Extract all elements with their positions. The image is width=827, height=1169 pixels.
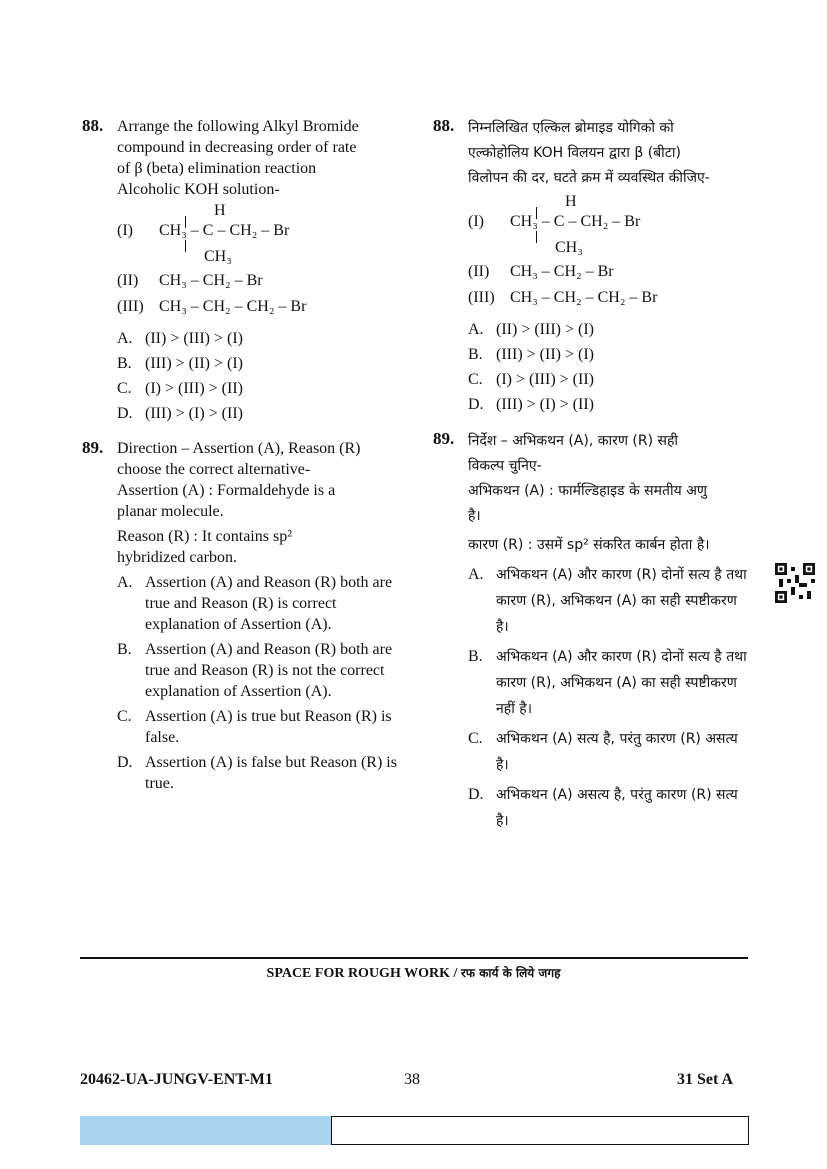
reason-text: कारण (R) : उसमें sp² संकरित कार्बन होता है। bbox=[468, 537, 710, 553]
qr-code-icon bbox=[775, 563, 815, 603]
footer-box bbox=[331, 1116, 749, 1145]
option-a: A. अभिकथन (A) और कारण (R) दोनों सत्य है तथा कारण (R), अभिकथन (A) का सही स्पष्टीकरण है। bbox=[468, 566, 747, 635]
question-number: 89. bbox=[433, 429, 455, 448]
paper-code: 20462-UA-JUNGV-ENT-M1 bbox=[80, 1071, 273, 1088]
option-c: C. (I) > (III) > (II) bbox=[468, 371, 594, 388]
chemical-structures: H (I) CH₃ – C – CH₂ – Br CH₃ (II) CH₃ – CH₂ – Br (III) CH₃ – CH₂ – CH₂ – Br bbox=[468, 193, 658, 306]
compound-2: (II) CH₃ – CH₂ – Br bbox=[117, 272, 263, 289]
option-c: C. अभिकथन (A) सत्य है, परंतु कारण (R) असत्य है। bbox=[468, 730, 738, 773]
compound-1: (I) CH₃ – C – CH₂ – Br bbox=[117, 222, 290, 239]
structure-ch3: CH₃ bbox=[204, 248, 232, 265]
question-89-en bbox=[82, 438, 402, 794]
option-b: B. (III) > (II) > (I) bbox=[468, 346, 594, 363]
option-c: C. Assertion (A) is true but Reason (R) is false. bbox=[117, 708, 392, 746]
set-label: 31 Set A bbox=[677, 1071, 733, 1088]
option-a: A. (II) > (III) > (I) bbox=[117, 330, 243, 347]
question-text: Direction – Assertion (A), Reason (R) choose the correct alternative- Assertion (A) : Formaldehyde is a planar molecule. bbox=[117, 440, 361, 520]
reason-text: Reason (R) : It contains sp² hybridized carbon. bbox=[117, 528, 292, 566]
question-88-en bbox=[82, 116, 402, 424]
structure-h: H bbox=[214, 202, 226, 219]
question-88-hi bbox=[433, 116, 753, 415]
rough-work-label: SPACE FOR ROUGH WORK / रफ कार्य के लिये जगह bbox=[266, 966, 561, 981]
option-d: D. (III) > (I) > (II) bbox=[468, 396, 594, 413]
option-d: D. Assertion (A) is false but Reason (R) is true. bbox=[117, 754, 397, 792]
option-b: B. (III) > (II) > (I) bbox=[117, 355, 243, 372]
option-b: B. अभिकथन (A) और कारण (R) दोनों सत्य है तथा कारण (R), अभिकथन (A) का सही स्पष्टीकरण नहीं है। bbox=[468, 648, 747, 717]
option-d: D. (III) > (I) > (II) bbox=[117, 405, 243, 422]
question-number: 88. bbox=[433, 116, 455, 135]
english-column bbox=[82, 116, 402, 808]
question-number: 88. bbox=[82, 116, 104, 135]
chemical-structures bbox=[117, 202, 402, 324]
option-a: A. (II) > (III) > (I) bbox=[468, 321, 594, 338]
compound-3: (III) CH₃ – CH₂ – CH₂ – Br bbox=[117, 298, 307, 315]
question-89-hi bbox=[433, 429, 753, 834]
option-d: D. अभिकथन (A) असत्य है, परंतु कारण (R) सत्य है। bbox=[468, 786, 738, 829]
page-number: 38 bbox=[404, 1071, 420, 1088]
option-b: B. Assertion (A) and Reason (R) both are true and Reason (R) is not the correct explanation of Assertion (A). bbox=[117, 641, 393, 700]
divider bbox=[80, 957, 748, 959]
question-text: Arrange the following Alkyl Bromide compound in decreasing order of rate of β (beta) elimination reaction Alcoholic KOH solution- bbox=[117, 118, 359, 198]
option-a: A. Assertion (A) and Reason (R) both are true and Reason (R) is correct explanation of Assertion (A). bbox=[117, 574, 393, 633]
option-c: C. (I) > (III) > (II) bbox=[117, 380, 243, 397]
footer-color-bar bbox=[80, 1116, 332, 1145]
question-text: निम्नलिखित एल्किल ब्रोमाइड योगिको को एल्कोहोलिय KOH विलयन द्वारा β (बीटा) विलोपन की दर, घटते क्रम में व्यवस्थित कीजिए- bbox=[468, 120, 710, 186]
hindi-column bbox=[433, 116, 753, 848]
question-text: निर्देश – अभिकथन (A), कारण (R) सही विकल्प चुनिए- अभिकथन (A) : फार्मल्डिहाइड के समतीय अणु है। bbox=[468, 433, 708, 524]
question-number: 89. bbox=[82, 438, 104, 457]
